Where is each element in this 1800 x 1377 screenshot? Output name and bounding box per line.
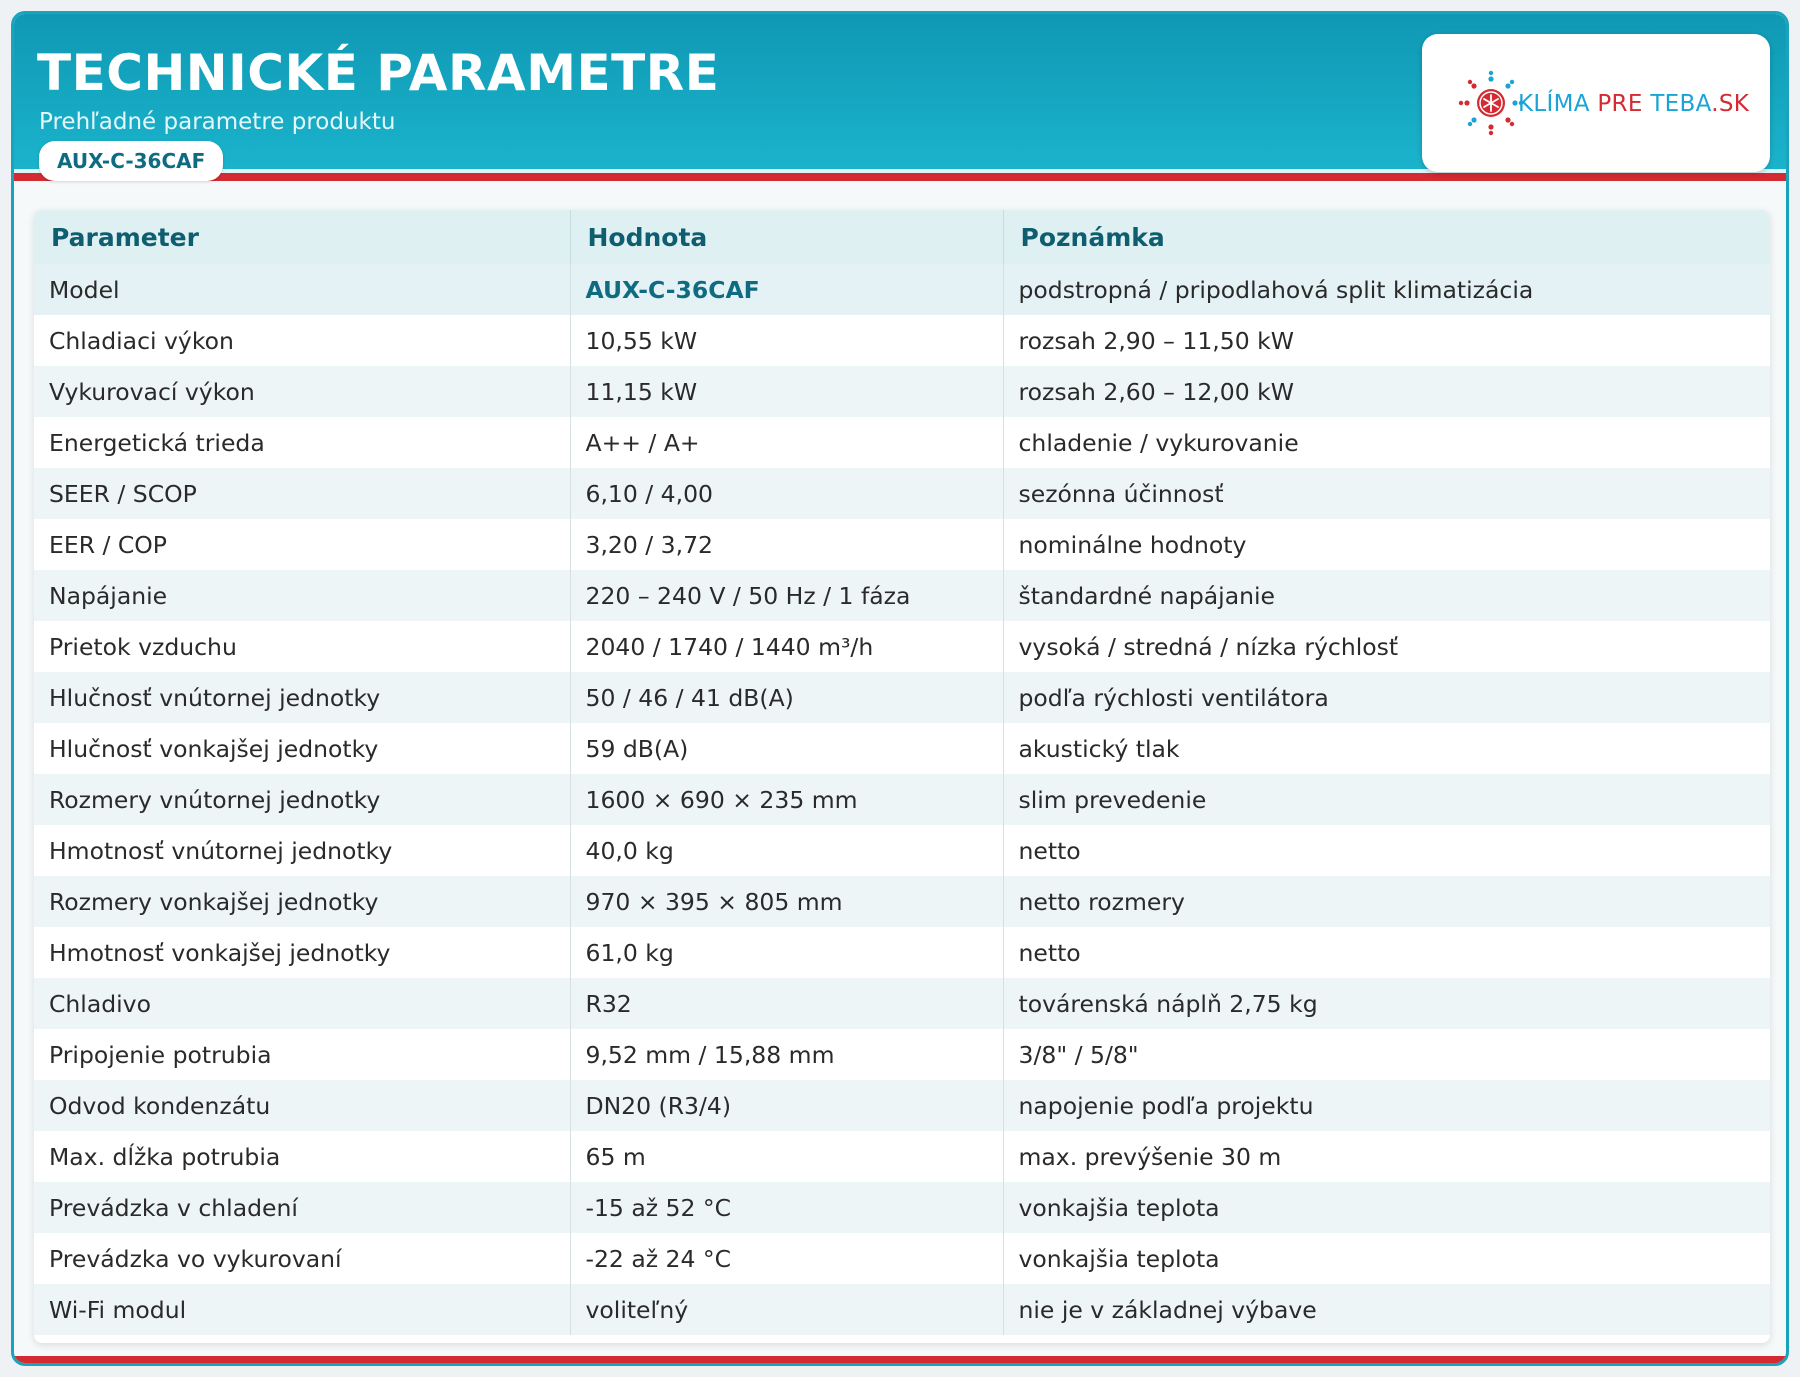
- note-cell: štandardné napájanie: [1003, 570, 1770, 621]
- note-cell: napojenie podľa projektu: [1003, 1080, 1770, 1131]
- note-cell: rozsah 2,90 – 11,50 kW: [1003, 315, 1770, 366]
- column-header-hodnota: Hodnota: [570, 210, 1003, 264]
- logo: [1422, 34, 1770, 172]
- parameter-cell: Wi-Fi modul: [34, 1284, 570, 1335]
- table-row: [34, 825, 1770, 876]
- parameter-cell: Model: [34, 264, 570, 315]
- spec-table: [34, 210, 1770, 1335]
- note-cell: chladenie / vykurovanie: [1003, 417, 1770, 468]
- parameter-cell: Max. dĺžka potrubia: [34, 1131, 570, 1182]
- value-cell: 59 dB(A): [570, 723, 1003, 774]
- parameter-cell: Hlučnosť vnútornej jednotky: [34, 672, 570, 723]
- column-header-parameter: Parameter: [34, 210, 570, 264]
- header-red-stripe: [14, 173, 1786, 181]
- note-cell: vysoká / stredná / nízka rýchlosť: [1003, 621, 1770, 672]
- table-body: [34, 264, 1770, 1335]
- parameter-cell: Hlučnosť vonkajšej jednotky: [34, 723, 570, 774]
- parameter-cell: Energetická trieda: [34, 417, 570, 468]
- model-badge: AUX-C-36CAF: [39, 141, 223, 181]
- note-cell: max. prevýšenie 30 m: [1003, 1131, 1770, 1182]
- parameter-cell: EER / COP: [34, 519, 570, 570]
- value-cell: 970 × 395 × 805 mm: [570, 876, 1003, 927]
- note-cell: netto: [1003, 825, 1770, 876]
- spec-card: [11, 11, 1789, 1366]
- parameter-cell: Hmotnosť vnútornej jednotky: [34, 825, 570, 876]
- table-row: [34, 1233, 1770, 1284]
- note-cell: akustický tlak: [1003, 723, 1770, 774]
- note-cell: slim prevedenie: [1003, 774, 1770, 825]
- note-cell: podstropná / pripodlahová split klimatizácia: [1003, 264, 1770, 315]
- parameter-cell: SEER / SCOP: [34, 468, 570, 519]
- note-cell: 3/8" / 5/8": [1003, 1029, 1770, 1080]
- value-cell: 61,0 kg: [570, 927, 1003, 978]
- value-cell: -15 až 52 °C: [570, 1182, 1003, 1233]
- parameter-cell: Chladiaci výkon: [34, 315, 570, 366]
- table-row: [34, 570, 1770, 621]
- parameter-cell: Hmotnosť vonkajšej jednotky: [34, 927, 570, 978]
- parameter-cell: Odvod kondenzátu: [34, 1080, 570, 1131]
- table-row: [34, 468, 1770, 519]
- page-subtitle: Prehľadné parametre produktu: [39, 109, 396, 135]
- logo-text-sk: .SK: [1711, 91, 1750, 117]
- parameter-cell: Prevádzka vo vykurovaní: [34, 1233, 570, 1284]
- table-row: [34, 315, 1770, 366]
- parameter-cell: Prevádzka v chladení: [34, 1182, 570, 1233]
- parameter-cell: Rozmery vnútornej jednotky: [34, 774, 570, 825]
- value-cell: 50 / 46 / 41 dB(A): [570, 672, 1003, 723]
- note-cell: podľa rýchlosti ventilátora: [1003, 672, 1770, 723]
- table-row: [34, 264, 1770, 315]
- table-row: [34, 366, 1770, 417]
- note-cell: nie je v základnej výbave: [1003, 1284, 1770, 1335]
- table-row: [34, 774, 1770, 825]
- value-cell: 220 – 240 V / 50 Hz / 1 fáza: [570, 570, 1003, 621]
- parameter-cell: Rozmery vonkajšej jednotky: [34, 876, 570, 927]
- table-row: [34, 876, 1770, 927]
- note-cell: sezónna účinnosť: [1003, 468, 1770, 519]
- table-row: [34, 927, 1770, 978]
- logo-text-pre: PRE: [1597, 91, 1643, 117]
- value-cell: A++ / A+: [570, 417, 1003, 468]
- value-cell: 9,52 mm / 15,88 mm: [570, 1029, 1003, 1080]
- value-cell: 40,0 kg: [570, 825, 1003, 876]
- value-cell: -22 až 24 °C: [570, 1233, 1003, 1284]
- spec-table-container: [34, 210, 1770, 1343]
- note-cell: netto: [1003, 927, 1770, 978]
- table-row: [34, 1080, 1770, 1131]
- table-row: [34, 978, 1770, 1029]
- logo-text: [1518, 91, 1749, 117]
- note-cell: netto rozmery: [1003, 876, 1770, 927]
- value-cell: R32: [570, 978, 1003, 1029]
- table-row: [34, 672, 1770, 723]
- table-row: [34, 621, 1770, 672]
- footer-red-stripe: [14, 1356, 1786, 1363]
- table-row: [34, 417, 1770, 468]
- logo-text-klima: KLÍMA: [1518, 91, 1590, 117]
- note-cell: nominálne hodnoty: [1003, 519, 1770, 570]
- value-cell: 1600 × 690 × 235 mm: [570, 774, 1003, 825]
- parameter-cell: Prietok vzduchu: [34, 621, 570, 672]
- column-header-poznamka: Poznámka: [1003, 210, 1770, 264]
- table-row: [34, 1182, 1770, 1233]
- value-cell: 10,55 kW: [570, 315, 1003, 366]
- table-row: [34, 1029, 1770, 1080]
- table-header-row: [34, 210, 1770, 264]
- value-cell: 65 m: [570, 1131, 1003, 1182]
- value-cell: 11,15 kW: [570, 366, 1003, 417]
- table-row: [34, 1284, 1770, 1335]
- parameter-cell: Pripojenie potrubia: [34, 1029, 570, 1080]
- table-row: [34, 1131, 1770, 1182]
- parameter-cell: Chladivo: [34, 978, 570, 1029]
- value-cell: 2040 / 1740 / 1440 m³/h: [570, 621, 1003, 672]
- value-cell: 6,10 / 4,00: [570, 468, 1003, 519]
- page-title: TECHNICKÉ PARAMETRE: [37, 44, 720, 102]
- table-row: [34, 519, 1770, 570]
- note-cell: rozsah 2,60 – 12,00 kW: [1003, 366, 1770, 417]
- parameter-cell: Napájanie: [34, 570, 570, 621]
- note-cell: vonkajšia teplota: [1003, 1182, 1770, 1233]
- parameter-cell: Vykurovací výkon: [34, 366, 570, 417]
- logo-text-teba: TEBA: [1650, 91, 1712, 117]
- value-cell: 3,20 / 3,72: [570, 519, 1003, 570]
- value-cell: DN20 (R3/4): [570, 1080, 1003, 1131]
- note-cell: vonkajšia teplota: [1003, 1233, 1770, 1284]
- table-row: [34, 723, 1770, 774]
- value-cell: AUX-C-36CAF: [570, 264, 1003, 315]
- note-cell: továrenská náplň 2,75 kg: [1003, 978, 1770, 1029]
- value-cell: voliteľný: [570, 1284, 1003, 1335]
